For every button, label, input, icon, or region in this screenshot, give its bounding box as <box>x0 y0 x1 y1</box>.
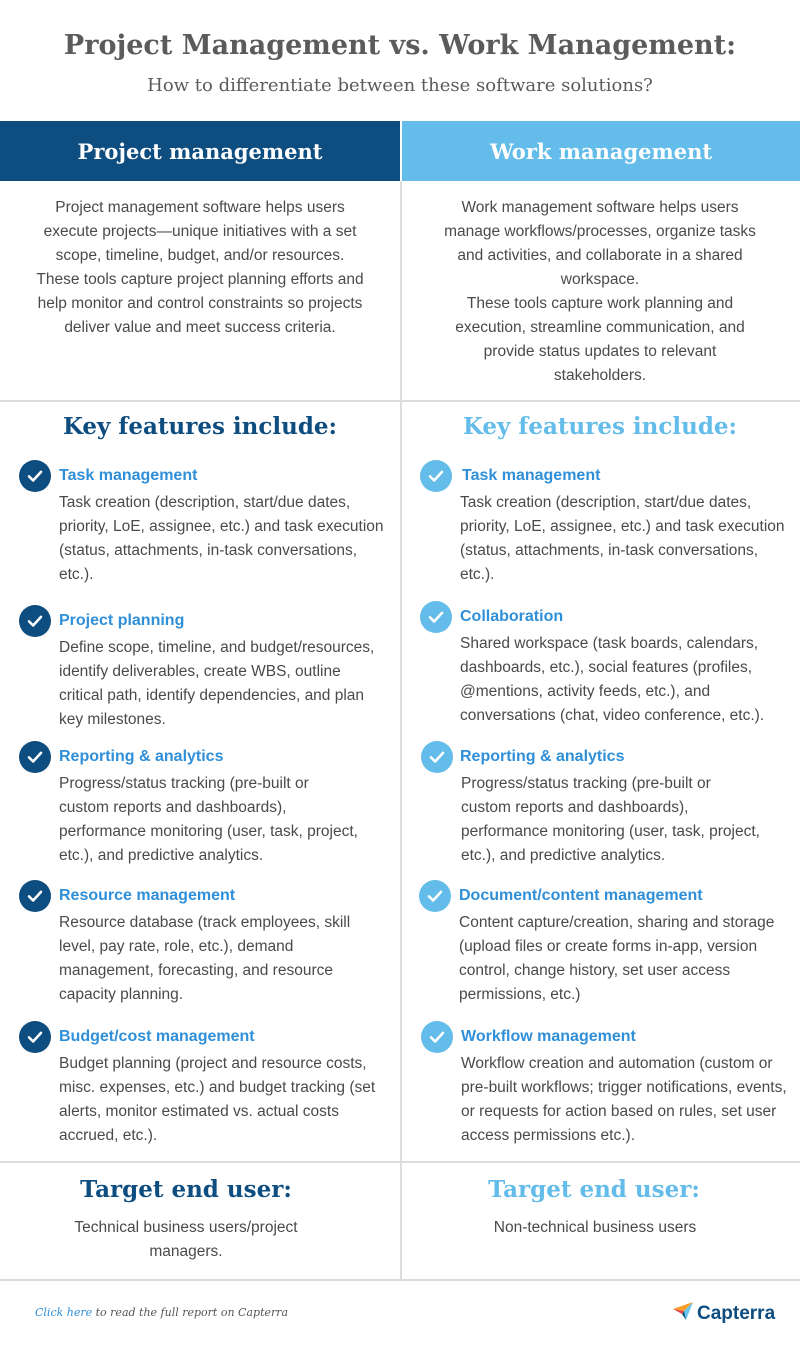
description-paragraph: These tools capture work planning and execution, streamline communication, and provide status updates to relevant stakeholders. <box>455 295 745 384</box>
check-circle-icon <box>19 460 51 492</box>
page-subtitle: How to differentiate between these software solutions? <box>147 75 653 96</box>
check-circle-icon <box>421 741 453 773</box>
feature-description: Progress/status tracking (pre-built or custom reports and dashboards), performance monitoring (user, task, project, etc.), and predictive analytics. <box>461 775 760 864</box>
feature-title: Reporting & analytics <box>460 748 625 765</box>
footer-note-text: to read the full report on Capterra <box>92 1306 289 1319</box>
feature-description: Budget planning (project and resource costs, misc. expenses, etc.) and budget tracking (set alerts, monitor estimated vs. actual costs accrued, etc.). <box>59 1055 376 1144</box>
feature-description: Resource database (track employees, skill level, pay rate, role, etc.), demand management, forecasting, and resource capacity planning. <box>59 914 351 1003</box>
feature-title: Document/content management <box>459 887 703 904</box>
feature-title: Task management <box>59 467 198 484</box>
description-paragraph: Work management software helps users manage workflows/processes, organize tasks and activities, and collaborate in a shared workspace. <box>444 199 756 288</box>
feature-description: Content capture/creation, sharing and storage (upload files or create forms in-app, version control, change history, set user access permissions, etc.) <box>459 914 775 1003</box>
column-divider <box>400 181 402 1279</box>
target-end-user-heading-right: Target end user: <box>488 1176 700 1203</box>
work-management-description <box>437 196 763 388</box>
feature-description: Task creation (description, start/due dates, priority, LoE, assignee, etc.) and task execution (status, attachments, in-task conversations, etc.). <box>460 494 785 583</box>
footer-note <box>35 1306 288 1319</box>
feature-title: Collaboration <box>460 608 564 625</box>
target-end-user-text-right: Non-technical business users <box>493 1219 697 1236</box>
target-end-user-heading-left: Target end user: <box>80 1176 292 1203</box>
check-circle-icon <box>420 460 452 492</box>
check-circle-icon <box>419 880 451 912</box>
section-divider-features <box>0 1161 800 1163</box>
feature-title: Project planning <box>59 612 185 629</box>
check-circle-icon <box>19 880 51 912</box>
work-management-heading: Work management <box>402 121 800 181</box>
report-link[interactable]: Click here <box>35 1306 93 1319</box>
feature-description: Progress/status tracking (pre-built or custom reports and dashboards), performance monitoring (user, task, project, etc.), and predictive analytics. <box>59 775 358 864</box>
project-management-description <box>36 196 364 340</box>
description-paragraph: Project management software helps users execute projects—unique initiatives with a set scope, timeline, budget, and/or resources. <box>43 199 357 264</box>
section-divider-description <box>0 400 800 402</box>
description-paragraph: These tools capture project planning efforts and help monitor and control constraints so projects deliver value and meet success criteria. <box>36 271 364 336</box>
project-management-heading: Project management <box>0 121 400 181</box>
check-circle-icon <box>19 1021 51 1053</box>
capterra-logo-text: Capterra <box>697 1302 776 1324</box>
feature-description: Define scope, timeline, and budget/resources, identify deliverables, create WBS, outline critical path, identify dependencies, and plan key milestones. <box>59 639 375 728</box>
feature-description: Workflow creation and automation (custom or pre-built workflows; trigger notifications, events, or requests for action based on rules, set user access permissions etc.). <box>461 1055 787 1144</box>
section-divider-target <box>0 1279 800 1281</box>
key-features-heading-left: Key features include: <box>62 413 338 440</box>
key-features-heading-right: Key features include: <box>462 413 738 440</box>
check-circle-icon <box>420 601 452 633</box>
feature-title: Task management <box>462 467 601 484</box>
capterra-logo[interactable] <box>672 1300 775 1327</box>
check-circle-icon <box>19 741 51 773</box>
feature-title: Workflow management <box>461 1028 636 1045</box>
feature-title: Budget/cost management <box>59 1028 255 1045</box>
feature-title: Resource management <box>59 887 236 904</box>
capterra-arrow-icon <box>672 1300 694 1327</box>
target-end-user-text-left: Technical business users/project managers. <box>74 1219 298 1260</box>
feature-title: Reporting & analytics <box>59 748 224 765</box>
feature-description: Task creation (description, start/due dates, priority, LoE, assignee, etc.) and task execution (status, attachments, in-task conversations, etc.). <box>59 494 384 583</box>
feature-description: Shared workspace (task boards, calendars, dashboards, etc.), social features (profiles, @mentions, activity feeds, etc.), and conversations (chat, video conference, etc.). <box>460 635 765 724</box>
check-circle-icon <box>421 1021 453 1053</box>
check-circle-icon <box>19 605 51 637</box>
page-title: Project Management vs. Work Management: <box>63 30 737 61</box>
